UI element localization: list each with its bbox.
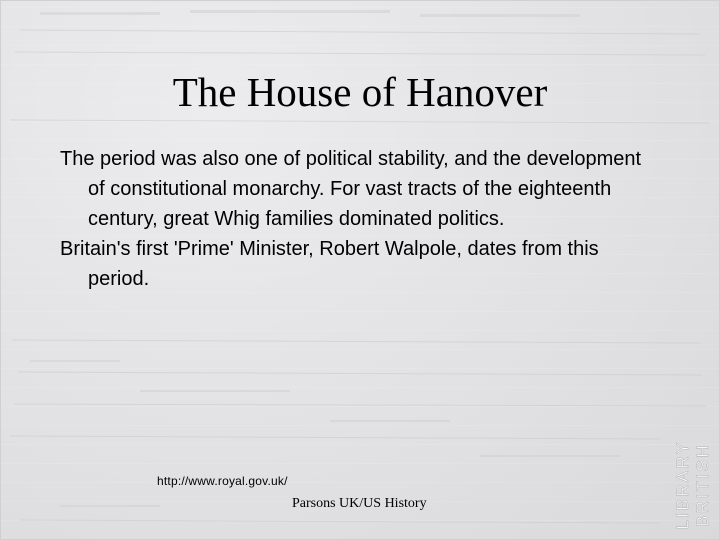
slide-body xyxy=(60,144,660,294)
logo-text-line: LIBRARY xyxy=(673,440,692,530)
body-paragraph: The period was also one of political stability, and the development of constitutional monarchy. For vast tracts of the eighteenth century, great Whig families dominated politics. xyxy=(60,148,642,230)
british-library-logo xyxy=(668,438,716,532)
source-url-link[interactable]: http://www.royal.gov.uk/ xyxy=(157,474,288,488)
slide-footer: Parsons UK/US History xyxy=(292,496,427,511)
slide-title: The House of Hanover xyxy=(172,69,548,115)
logo-text-line: BRITISH xyxy=(693,443,712,527)
body-paragraph: Britain's first 'Prime' Minister, Robert Walpole, dates from this period. xyxy=(60,238,599,290)
